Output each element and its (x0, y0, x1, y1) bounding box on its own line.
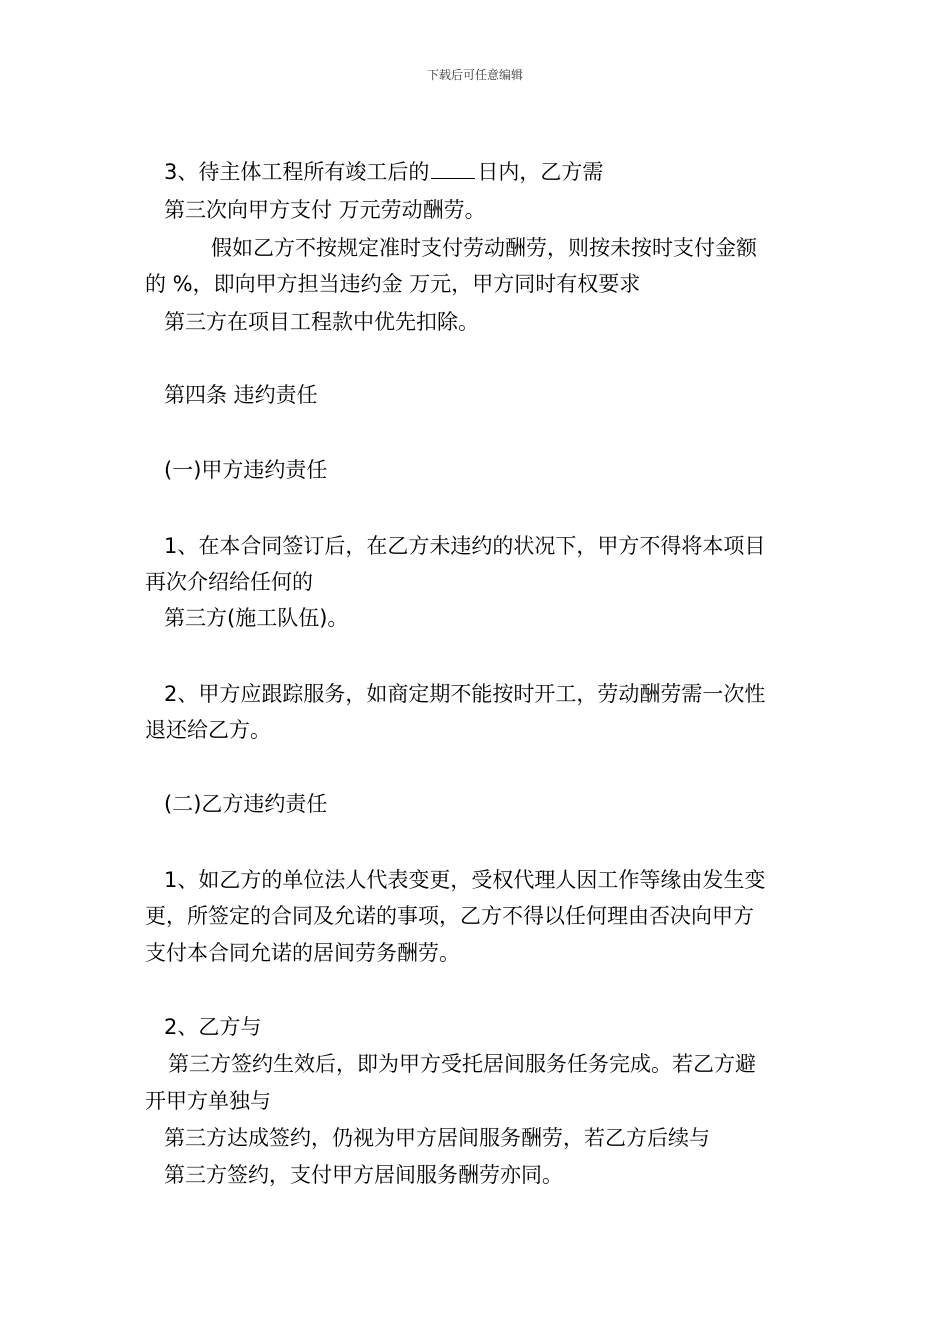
text-line: 支付本合同允诺的居间劳务酬劳。 (145, 941, 460, 965)
text-line: 第三方(施工队伍)。 (164, 606, 349, 630)
text-line: 第三次向甲方支付 万元劳动酬劳。 (164, 198, 486, 222)
text-line: 开甲方单独与 (145, 1089, 271, 1113)
text-line: 2、乙方与 (164, 1015, 262, 1039)
clause-3-text-a: 3、待主体工程所有竣工后的 (164, 160, 430, 184)
text-line: 更，所签定的合同及允诺的事项，乙方不得以任何理由否决向甲方 (145, 904, 754, 928)
text-line: 第三方在项目工程款中优先扣除。 (164, 310, 479, 334)
text-line: 第三方签约生效后，即为甲方受托居间服务任务完成。若乙方避 (168, 1052, 756, 1076)
section-heading: (二)乙方违约责任 (164, 792, 328, 816)
text-line: 退还给乙方。 (145, 718, 271, 742)
text-line: 第三方签约，支付甲方居间服务酬劳亦同。 (164, 1163, 563, 1187)
page-header: 下载后可任意编辑 (426, 68, 523, 82)
clause-3-line (164, 157, 603, 187)
article-heading: 第四条 违约责任 (164, 383, 318, 407)
text-line: 的 %，即向甲方担当违约金 万元，甲方同时有权要求 (145, 272, 641, 296)
text-line: 1、如乙方的单位法人代表变更，受权代理人因工作等缘由发生变 (164, 868, 766, 892)
text-line: 2、甲方应跟踪服务，如商定期不能按时开工，劳动酬劳需一次性 (164, 682, 766, 706)
text-line: 1、在本合同签订后，在乙方未违约的状况下，甲方不得将本项目 (164, 534, 766, 558)
fill-in-blank (431, 160, 475, 179)
section-heading: (一)甲方违约责任 (164, 458, 328, 482)
clause-3-text-b: 日内，乙方需 (477, 160, 604, 184)
text-line: 再次介绍给任何的 (145, 570, 313, 594)
text-line: 第三方达成签约，仍视为甲方居间服务酬劳，若乙方后续与 (164, 1126, 710, 1150)
text-line: 假如乙方不按规定准时支付劳动酬劳，则按未按时支付金额 (211, 236, 757, 260)
